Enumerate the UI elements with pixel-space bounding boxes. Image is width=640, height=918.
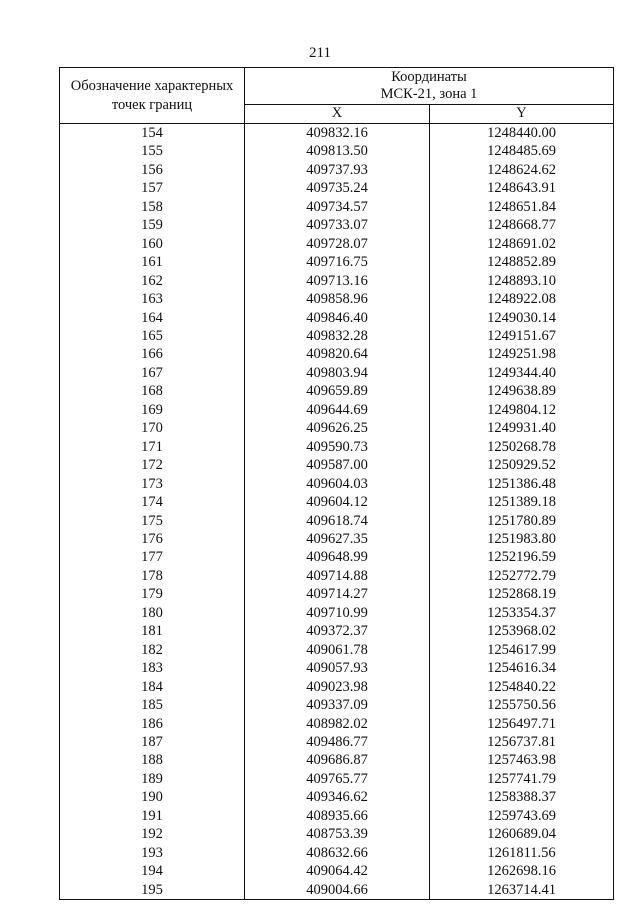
- point-id-cell: 180: [60, 604, 245, 622]
- point-id-cell: 177: [60, 548, 245, 566]
- y-coordinate-cell: 1249151.67: [430, 327, 614, 345]
- y-coordinate-cell: 1248852.89: [430, 253, 614, 271]
- x-coordinate-cell: 409813.50: [245, 142, 430, 160]
- point-id-cell: 166: [60, 345, 245, 363]
- x-coordinate-cell: 408982.02: [245, 715, 430, 733]
- x-coordinate-cell: 409832.28: [245, 327, 430, 345]
- x-coordinate-cell: 409346.62: [245, 788, 430, 806]
- x-coordinate-cell: 409644.69: [245, 401, 430, 419]
- point-id-cell: 187: [60, 733, 245, 751]
- y-coordinate-cell: 1250929.52: [430, 456, 614, 474]
- table-row: [60, 585, 614, 603]
- table-row: [60, 862, 614, 880]
- x-coordinate-cell: 409626.25: [245, 419, 430, 437]
- y-coordinate-cell: 1249251.98: [430, 345, 614, 363]
- table-row: [60, 604, 614, 622]
- point-id-cell: 162: [60, 272, 245, 290]
- x-coordinate-cell: 409064.42: [245, 862, 430, 880]
- x-coordinate-cell: 409618.74: [245, 512, 430, 530]
- table-row: [60, 272, 614, 290]
- y-coordinate-cell: 1253968.02: [430, 622, 614, 640]
- x-coordinate-cell: 409716.75: [245, 253, 430, 271]
- point-id-cell: 154: [60, 124, 245, 143]
- x-coordinate-cell: 409832.16: [245, 124, 430, 143]
- x-coordinate-cell: 409858.96: [245, 290, 430, 308]
- table-row: [60, 438, 614, 456]
- x-coordinate-cell: 409372.37: [245, 622, 430, 640]
- y-coordinate-cell: 1257741.79: [430, 770, 614, 788]
- x-coordinate-cell: 409733.07: [245, 216, 430, 234]
- table-row: [60, 456, 614, 474]
- table-row: [60, 309, 614, 327]
- point-id-cell: 195: [60, 881, 245, 900]
- table-row: [60, 696, 614, 714]
- table-row: [60, 253, 614, 271]
- table-row: [60, 548, 614, 566]
- y-coordinate-cell: 1251983.80: [430, 530, 614, 548]
- point-id-cell: 164: [60, 309, 245, 327]
- point-id-cell: 176: [60, 530, 245, 548]
- table-row: [60, 641, 614, 659]
- y-coordinate-cell: 1250268.78: [430, 438, 614, 456]
- table-row: [60, 290, 614, 308]
- x-coordinate-cell: 409057.93: [245, 659, 430, 677]
- table-row: [60, 419, 614, 437]
- table-row: [60, 124, 614, 143]
- point-designation-header: Обозначение характерных точек границ: [60, 68, 245, 124]
- point-id-cell: 159: [60, 216, 245, 234]
- y-coordinate-cell: 1262698.16: [430, 862, 614, 880]
- point-id-cell: 169: [60, 401, 245, 419]
- y-coordinate-cell: 1248691.02: [430, 235, 614, 253]
- y-coordinate-cell: 1255750.56: [430, 696, 614, 714]
- x-coordinate-cell: 409604.03: [245, 475, 430, 493]
- x-coordinate-cell: 408753.39: [245, 825, 430, 843]
- point-id-cell: 158: [60, 198, 245, 216]
- table-row: [60, 567, 614, 585]
- point-id-cell: 185: [60, 696, 245, 714]
- table-row: [60, 715, 614, 733]
- y-coordinate-cell: 1258388.37: [430, 788, 614, 806]
- table-row: [60, 401, 614, 419]
- y-coordinate-cell: 1249638.89: [430, 382, 614, 400]
- y-coordinate-cell: 1249804.12: [430, 401, 614, 419]
- point-id-cell: 193: [60, 844, 245, 862]
- x-coordinate-cell: 409728.07: [245, 235, 430, 253]
- point-id-cell: 182: [60, 641, 245, 659]
- x-coordinate-cell: 409686.87: [245, 751, 430, 769]
- y-coordinate-cell: 1254616.34: [430, 659, 614, 677]
- point-id-cell: 172: [60, 456, 245, 474]
- x-column-header: X: [245, 104, 430, 123]
- table-row: [60, 751, 614, 769]
- x-coordinate-cell: 409659.89: [245, 382, 430, 400]
- point-id-cell: 175: [60, 512, 245, 530]
- y-coordinate-cell: 1251780.89: [430, 512, 614, 530]
- y-column-header: Y: [430, 104, 614, 123]
- y-coordinate-cell: 1248485.69: [430, 142, 614, 160]
- table-row: [60, 493, 614, 511]
- table-row: [60, 382, 614, 400]
- x-coordinate-cell: 409590.73: [245, 438, 430, 456]
- y-coordinate-cell: 1248643.91: [430, 179, 614, 197]
- point-id-cell: 179: [60, 585, 245, 603]
- x-coordinate-cell: 409737.93: [245, 161, 430, 179]
- table-row: [60, 235, 614, 253]
- y-coordinate-cell: 1256497.71: [430, 715, 614, 733]
- table-body: [60, 124, 614, 900]
- x-coordinate-cell: 409735.24: [245, 179, 430, 197]
- x-coordinate-cell: 409713.16: [245, 272, 430, 290]
- x-coordinate-cell: 409587.00: [245, 456, 430, 474]
- y-coordinate-cell: 1251389.18: [430, 493, 614, 511]
- table-row: [60, 788, 614, 806]
- point-id-cell: 186: [60, 715, 245, 733]
- point-id-cell: 168: [60, 382, 245, 400]
- y-coordinate-cell: 1252196.59: [430, 548, 614, 566]
- point-id-cell: 191: [60, 807, 245, 825]
- table-row: [60, 825, 614, 843]
- table-row: [60, 475, 614, 493]
- x-coordinate-cell: 409604.12: [245, 493, 430, 511]
- y-coordinate-cell: 1254617.99: [430, 641, 614, 659]
- table-row: [60, 881, 614, 900]
- x-coordinate-cell: 408935.66: [245, 807, 430, 825]
- coordinates-header: [245, 68, 614, 105]
- point-id-cell: 167: [60, 364, 245, 382]
- point-id-cell: 170: [60, 419, 245, 437]
- x-coordinate-cell: 409648.99: [245, 548, 430, 566]
- point-id-cell: 190: [60, 788, 245, 806]
- y-coordinate-cell: 1248651.84: [430, 198, 614, 216]
- point-id-cell: 165: [60, 327, 245, 345]
- point-id-cell: 161: [60, 253, 245, 271]
- table-row: [60, 327, 614, 345]
- y-coordinate-cell: 1248624.62: [430, 161, 614, 179]
- point-id-cell: 178: [60, 567, 245, 585]
- y-coordinate-cell: 1263714.41: [430, 881, 614, 900]
- table-row: [60, 678, 614, 696]
- y-coordinate-cell: 1248668.77: [430, 216, 614, 234]
- page-number: 211: [309, 45, 331, 61]
- table-row: [60, 512, 614, 530]
- y-coordinate-cell: 1248440.00: [430, 124, 614, 143]
- y-coordinate-cell: 1257463.98: [430, 751, 614, 769]
- point-id-cell: 183: [60, 659, 245, 677]
- x-coordinate-cell: 409820.64: [245, 345, 430, 363]
- coordinate-system-label: МСК-21, зона 1: [380, 85, 478, 102]
- y-coordinate-cell: 1249344.40: [430, 364, 614, 382]
- table-row: [60, 733, 614, 751]
- x-coordinate-cell: 409846.40: [245, 309, 430, 327]
- table-row: [60, 216, 614, 234]
- coordinates-table: [59, 67, 614, 900]
- x-coordinate-cell: 409004.66: [245, 881, 430, 900]
- point-id-cell: 156: [60, 161, 245, 179]
- x-coordinate-cell: 409486.77: [245, 733, 430, 751]
- x-coordinate-cell: 408632.66: [245, 844, 430, 862]
- table-row: [60, 770, 614, 788]
- point-id-cell: 174: [60, 493, 245, 511]
- y-coordinate-cell: 1254840.22: [430, 678, 614, 696]
- table-row: [60, 161, 614, 179]
- coordinates-title: Координаты: [391, 68, 467, 85]
- point-id-cell: 184: [60, 678, 245, 696]
- y-coordinate-cell: 1260689.04: [430, 825, 614, 843]
- x-coordinate-cell: 409714.88: [245, 567, 430, 585]
- point-id-cell: 192: [60, 825, 245, 843]
- y-coordinate-cell: 1248893.10: [430, 272, 614, 290]
- table-row: [60, 179, 614, 197]
- y-coordinate-cell: 1249931.40: [430, 419, 614, 437]
- table-row: [60, 142, 614, 160]
- x-coordinate-cell: 409803.94: [245, 364, 430, 382]
- x-coordinate-cell: 409337.09: [245, 696, 430, 714]
- table-header: [60, 68, 614, 124]
- x-coordinate-cell: 409714.27: [245, 585, 430, 603]
- y-coordinate-cell: 1252772.79: [430, 567, 614, 585]
- table-row: [60, 364, 614, 382]
- table-row: [60, 844, 614, 862]
- y-coordinate-cell: 1251386.48: [430, 475, 614, 493]
- point-id-cell: 189: [60, 770, 245, 788]
- table-row: [60, 659, 614, 677]
- point-id-cell: 173: [60, 475, 245, 493]
- y-coordinate-cell: 1249030.14: [430, 309, 614, 327]
- y-coordinate-cell: 1259743.69: [430, 807, 614, 825]
- point-id-cell: 171: [60, 438, 245, 456]
- point-id-cell: 160: [60, 235, 245, 253]
- point-id-cell: 155: [60, 142, 245, 160]
- x-coordinate-cell: 409734.57: [245, 198, 430, 216]
- point-id-cell: 188: [60, 751, 245, 769]
- point-id-cell: 163: [60, 290, 245, 308]
- table-row: [60, 530, 614, 548]
- y-coordinate-cell: 1261811.56: [430, 844, 614, 862]
- table-row: [60, 622, 614, 640]
- point-id-cell: 194: [60, 862, 245, 880]
- point-id-cell: 157: [60, 179, 245, 197]
- x-coordinate-cell: 409627.35: [245, 530, 430, 548]
- table-row: [60, 807, 614, 825]
- x-coordinate-cell: 409061.78: [245, 641, 430, 659]
- y-coordinate-cell: 1256737.81: [430, 733, 614, 751]
- y-coordinate-cell: 1248922.08: [430, 290, 614, 308]
- x-coordinate-cell: 409710.99: [245, 604, 430, 622]
- y-coordinate-cell: 1252868.19: [430, 585, 614, 603]
- x-coordinate-cell: 409765.77: [245, 770, 430, 788]
- point-id-cell: 181: [60, 622, 245, 640]
- x-coordinate-cell: 409023.98: [245, 678, 430, 696]
- table-row: [60, 345, 614, 363]
- y-coordinate-cell: 1253354.37: [430, 604, 614, 622]
- table-row: [60, 198, 614, 216]
